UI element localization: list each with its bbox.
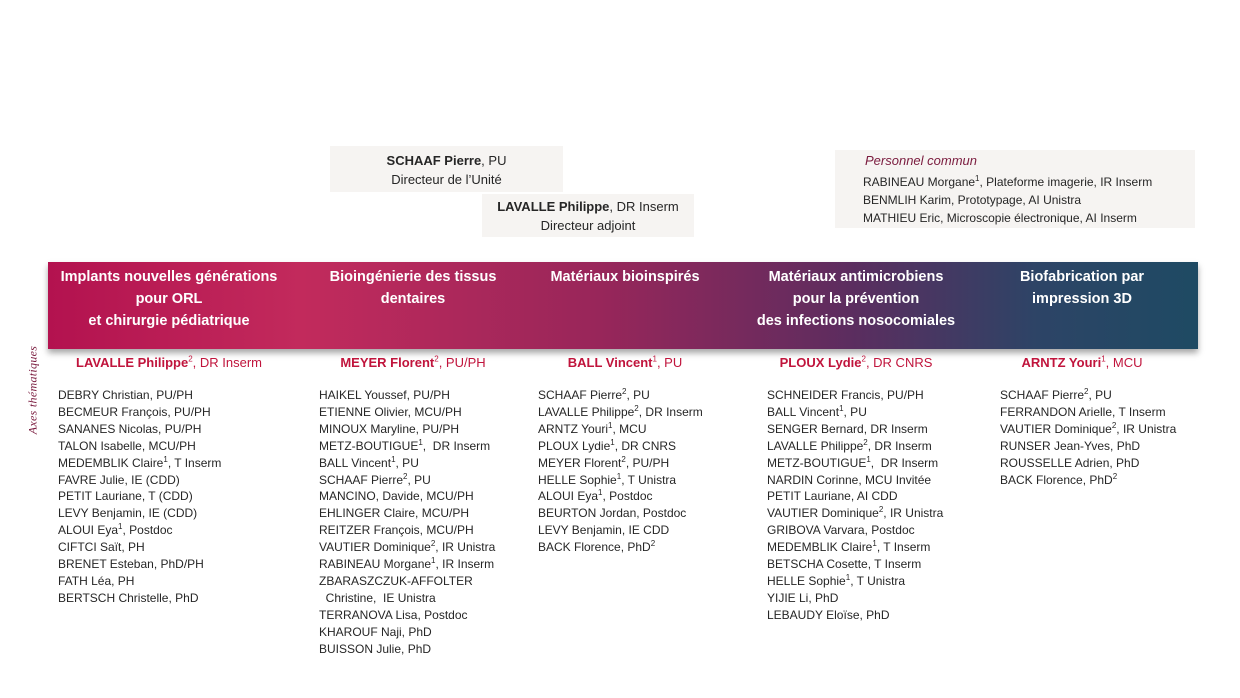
affiliation-superscript: 1 [866, 454, 871, 464]
person-name: SCHAAF Pierre [1000, 388, 1085, 402]
person-entry [767, 539, 943, 556]
person-name: ETIENNE Olivier, MCU/PH [319, 404, 462, 419]
person-entry [319, 472, 495, 489]
person-entry [58, 522, 221, 539]
person-entry [538, 472, 703, 489]
common-staff-title: Personnel commun [865, 153, 977, 168]
person-role: , IR Unistra [435, 540, 496, 555]
deputy-director-box [482, 194, 694, 237]
person-name: TERRANOVA Lisa, Postdoc [319, 607, 468, 622]
axis-lead-1 [48, 355, 290, 370]
affiliation-superscript: 2 [863, 437, 868, 447]
affiliation-superscript: 2 [878, 505, 884, 515]
director-rank: , PU [481, 153, 507, 168]
axis-title-3: Matériaux bioinspirés [550, 269, 700, 285]
deputy-rank: , DR Inserm [609, 199, 679, 214]
person-role: , PU [1088, 388, 1112, 402]
person-entry [58, 556, 221, 573]
axis-members-3 [538, 387, 703, 556]
person-name: LEBAUDY Eloïse, PhD [767, 607, 890, 622]
axis-title-2: Bioingénierie des tissus dentaires [329, 269, 497, 307]
affiliation-superscript: 1 [391, 454, 396, 464]
affiliation-superscript: 2 [188, 354, 193, 364]
person-name: HELLE Sophie [767, 573, 846, 588]
lead-rank: , PU [656, 355, 683, 370]
person-entry [319, 421, 495, 438]
person-name: PLOUX Lydie [538, 438, 611, 453]
common-staff-box [835, 150, 1195, 228]
person-name: Christine, IE Unistra [319, 590, 436, 605]
person-entry [767, 590, 943, 607]
person-entry [58, 421, 221, 438]
person-entry [319, 590, 495, 607]
person-entry [319, 573, 495, 590]
affiliation-superscript: 2 [650, 539, 656, 549]
person-entry [767, 455, 943, 472]
person-role: , Plateforme imagerie, IR Inserm [979, 175, 1153, 189]
lead-name: MEYER Florent [340, 355, 435, 370]
person-entry [538, 455, 703, 472]
person-name: MATHIEU Eric, Microscopie électronique, AI Inserm [863, 211, 1137, 225]
person-name: MEDEMBLIK Claire [767, 540, 873, 555]
person-role: , T Unistra [850, 573, 906, 588]
axis-lead-2 [300, 355, 526, 370]
director-name: SCHAAF Pierre [386, 153, 482, 168]
lead-rank: , PU/PH [438, 355, 486, 370]
person-name: ROUSSELLE Adrien, PhD [1000, 455, 1140, 470]
deputy-name: LAVALLE Philippe [497, 199, 610, 214]
person-entry [863, 209, 1195, 227]
person-name: MANCINO, Davide, MCU/PH [319, 489, 474, 504]
axis-members-2 [319, 387, 495, 658]
person-entry [538, 522, 703, 539]
affiliation-superscript: 2 [1084, 387, 1089, 396]
person-entry [1000, 421, 1176, 438]
affiliation-superscript: 1 [839, 403, 844, 413]
person-role: , T Inserm [876, 540, 931, 555]
affiliation-superscript: 1 [975, 174, 980, 183]
affiliation-superscript: 2 [621, 454, 626, 464]
lead-name: BALL Vincent [567, 355, 653, 370]
person-name: ALOUI Eya [538, 489, 599, 504]
affiliation-superscript: 2 [861, 354, 866, 364]
person-entry [58, 438, 221, 455]
person-entry [538, 421, 703, 438]
deputy-role: Directeur adjoint [540, 218, 636, 233]
lead-name: LAVALLE Philippe [76, 355, 189, 370]
person-name: DEBRY Christian, PU/PH [58, 388, 193, 402]
affiliation-superscript: 1 [845, 572, 851, 582]
person-entry [538, 505, 703, 522]
person-entry [319, 522, 495, 539]
person-name: RABINEAU Morgane [863, 175, 976, 189]
axis-members-5 [1000, 387, 1176, 488]
person-role: , DR Inserm [870, 455, 939, 470]
person-role: , DR Inserm [867, 438, 932, 453]
person-name: BERTSCH Christelle, PhD [58, 590, 199, 605]
person-name: HELLE Sophie [538, 472, 617, 487]
axis-title-1: Implants nouvelles générations pour ORL et chirurgie pédiatrique [60, 269, 278, 329]
person-name: PETIT Lauriane, AI CDD [767, 489, 898, 504]
axis-title-5: Biofabrication par impression 3D [1019, 269, 1145, 307]
person-entry [1000, 387, 1176, 404]
person-role: , PU [843, 404, 867, 419]
person-entry [767, 472, 943, 489]
person-name: ALOUI Eya [58, 523, 119, 538]
person-name: LEVY Benjamin, IE (CDD) [58, 506, 198, 521]
person-entry [58, 404, 221, 421]
affiliation-superscript: 1 [163, 454, 168, 464]
person-entry [58, 573, 221, 590]
affiliation-superscript: 1 [1101, 354, 1106, 364]
person-name: EHLINGER Claire, MCU/PH [319, 506, 470, 521]
affiliation-superscript: 1 [598, 488, 603, 498]
person-role: , PU [395, 455, 419, 470]
person-name: HAIKEL Youssef, PU/PH [319, 388, 450, 402]
person-name: RUNSER Jean-Yves, PhD [1000, 438, 1141, 453]
affiliation-superscript: 1 [616, 471, 622, 481]
affiliation-superscript: 1 [608, 420, 613, 430]
person-entry [767, 607, 943, 624]
person-name: VAUTIER Dominique [1000, 421, 1112, 436]
person-name: GRIBOVA Varvara, Postdoc [767, 523, 915, 538]
person-name: SENGER Bernard, DR Inserm [767, 421, 928, 436]
axis-members-1 [58, 387, 221, 607]
person-name: BACK Florence, PhD [538, 540, 651, 555]
person-entry [58, 505, 221, 522]
person-name: SCHAAF Pierre [538, 388, 623, 402]
director-role: Directeur de l’Unité [391, 172, 502, 187]
person-entry [1000, 455, 1176, 472]
affiliation-superscript: 1 [652, 354, 657, 364]
common-staff-list [863, 173, 1195, 227]
person-entry [319, 438, 495, 455]
axis-lead-4 [735, 355, 977, 370]
person-name: CIFTCI Saït, PH [58, 540, 145, 555]
person-name: VAUTIER Dominique [319, 540, 431, 555]
person-name: RABINEAU Morgane [319, 557, 432, 572]
person-name: LAVALLE Philippe [538, 404, 635, 419]
affiliation-superscript: 1 [418, 437, 423, 447]
person-name: BECMEUR François, PU/PH [58, 404, 211, 419]
person-entry [319, 556, 495, 573]
person-entry [767, 387, 943, 404]
person-name: MEDEMBLIK Claire [58, 455, 164, 470]
person-name: BETSCHA Cosette, T Inserm [767, 557, 922, 572]
affiliation-superscript: 2 [634, 403, 639, 413]
person-name: LAVALLE Philippe [767, 438, 864, 453]
lead-rank: , MCU [1105, 355, 1143, 370]
person-name: MEYER Florent [538, 455, 622, 470]
axis-members-4 [767, 387, 943, 624]
person-entry [538, 387, 703, 404]
person-entry [767, 438, 943, 455]
person-name: BENMLIH Karim, Prototypage, AI Unistra [863, 193, 1082, 207]
person-name: ARNTZ Youri [538, 421, 609, 436]
person-entry [319, 404, 495, 421]
person-entry [767, 488, 943, 505]
person-name: KHAROUF Naji, PhD [319, 624, 432, 639]
person-entry [319, 387, 495, 404]
lead-rank: , DR Inserm [192, 355, 262, 370]
person-entry [1000, 404, 1176, 421]
person-name: PETIT Lauriane, T (CDD) [58, 489, 193, 504]
affiliation-superscript: 1 [431, 556, 436, 566]
axes-label: Axes thématiques [25, 345, 40, 435]
person-role: , PU [407, 472, 431, 487]
affiliation-superscript: 2 [430, 539, 436, 549]
person-entry [767, 573, 943, 590]
person-role: , PU [626, 388, 650, 402]
person-entry [319, 641, 495, 658]
person-entry [1000, 472, 1176, 489]
person-name: VAUTIER Dominique [767, 506, 879, 521]
person-role: , IR Unistra [883, 506, 944, 521]
person-role: , DR Inserm [422, 438, 491, 453]
person-role: , IR Unistra [1116, 421, 1177, 436]
person-name: METZ-BOUTIGUE [319, 438, 419, 453]
person-role: , T Unistra [621, 472, 677, 487]
lead-rank: , DR CNRS [865, 355, 933, 370]
axis-lead-5 [980, 355, 1184, 370]
person-entry [319, 624, 495, 641]
affiliation-superscript: 2 [434, 354, 439, 364]
affiliation-superscript: 1 [118, 522, 123, 532]
person-role: , IR Inserm [435, 557, 495, 572]
person-entry [1000, 438, 1176, 455]
person-entry [767, 421, 943, 438]
axis-lead-3 [520, 355, 730, 370]
person-name: FATH Léa, PH [58, 573, 135, 588]
person-entry [319, 488, 495, 505]
person-entry [863, 191, 1195, 209]
person-name: BALL Vincent [767, 404, 840, 419]
person-entry [58, 590, 221, 607]
person-entry [319, 607, 495, 624]
affiliation-superscript: 2 [1112, 471, 1118, 481]
person-name: BUISSON Julie, PhD [319, 641, 432, 656]
person-role: , DR CNRS [614, 438, 677, 453]
affiliation-superscript: 2 [1111, 420, 1117, 430]
person-role: , PU/PH [625, 455, 670, 470]
person-entry [767, 404, 943, 421]
person-entry [538, 488, 703, 505]
person-name: REITZER François, MCU/PH [319, 523, 474, 538]
person-entry [58, 539, 221, 556]
person-name: FERRANDON Arielle, T Inserm [1000, 404, 1166, 419]
person-name: BEURTON Jordan, Postdoc [538, 506, 687, 521]
person-name: LEVY Benjamin, IE CDD [538, 523, 670, 538]
person-name: NARDIN Corinne, MCU Invitée [767, 472, 932, 487]
person-name: BRENET Esteban, PhD/PH [58, 557, 204, 572]
person-entry [319, 539, 495, 556]
person-role: , DR Inserm [638, 404, 703, 419]
person-name: BALL Vincent [319, 455, 392, 470]
axis-title-4: Matériaux antimicrobiens pour la prévention des infections nosocomiales [756, 269, 956, 329]
affiliation-superscript: 1 [872, 539, 877, 549]
person-entry [767, 522, 943, 539]
person-role: , Postdoc [122, 523, 173, 538]
person-entry [538, 438, 703, 455]
person-name: MINOUX Maryline, PU/PH [319, 421, 460, 436]
person-name: YIJIE Li, PhD [767, 590, 839, 605]
person-name: FAVRE Julie, IE (CDD) [58, 472, 180, 487]
person-entry [538, 404, 703, 421]
person-role: , T Inserm [167, 455, 222, 470]
person-entry [863, 173, 1195, 191]
person-entry [538, 539, 703, 556]
lead-name: ARNTZ Youri [1021, 355, 1102, 370]
person-name: TALON Isabelle, MCU/PH [58, 438, 196, 453]
person-name: SCHAAF Pierre [319, 472, 404, 487]
director-box [330, 146, 563, 192]
person-name: BACK Florence, PhD [1000, 472, 1113, 487]
person-entry [58, 455, 221, 472]
person-role: , Postdoc [602, 489, 653, 504]
person-name: SCHNEIDER Francis, PU/PH [767, 388, 924, 402]
person-entry [58, 387, 221, 404]
person-name: SANANES Nicolas, PU/PH [58, 421, 202, 436]
affiliation-superscript: 2 [622, 387, 627, 396]
person-entry [319, 505, 495, 522]
person-entry [767, 556, 943, 573]
person-role: , MCU [612, 421, 647, 436]
person-entry [58, 488, 221, 505]
person-name: ZBARASZCZUK-AFFOLTER [319, 573, 473, 588]
person-entry [767, 505, 943, 522]
affiliation-superscript: 1 [610, 437, 615, 447]
person-entry [319, 455, 495, 472]
lead-name: PLOUX Lydie [779, 355, 862, 370]
person-entry [58, 472, 221, 489]
affiliation-superscript: 2 [403, 471, 408, 481]
person-name: METZ-BOUTIGUE [767, 455, 867, 470]
